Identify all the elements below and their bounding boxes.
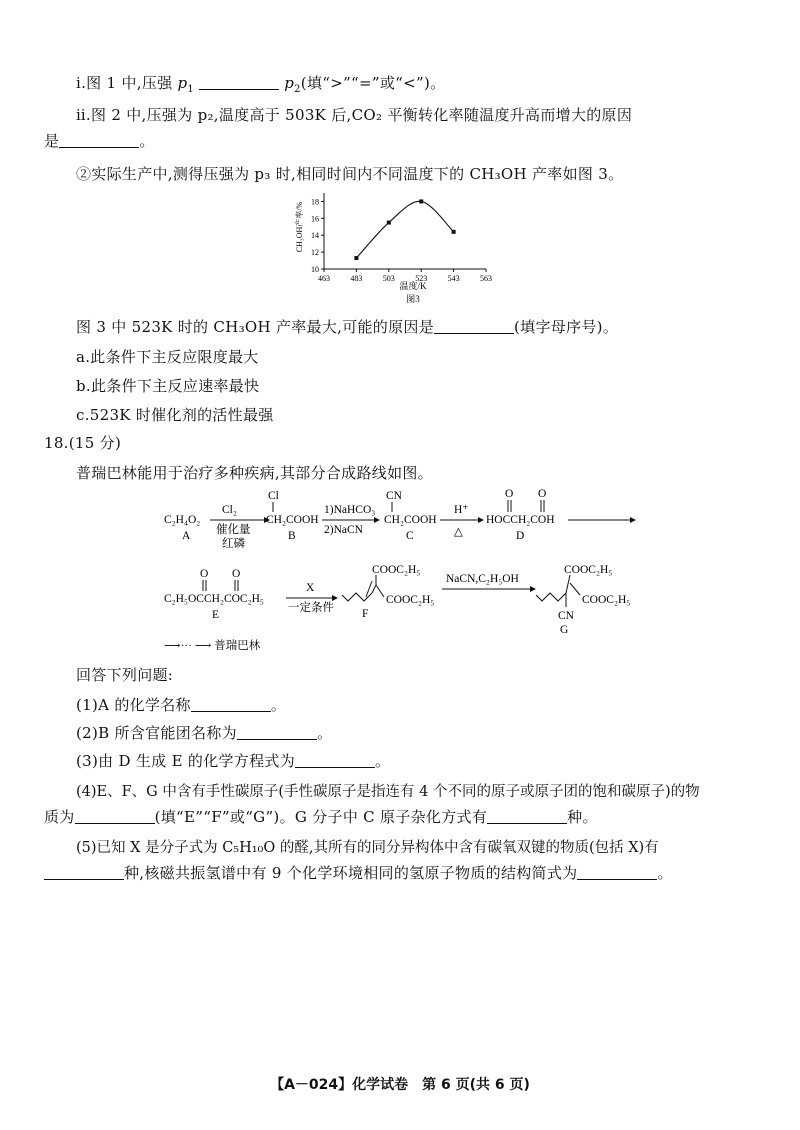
- q17-part3-suffix: (填字母序号)。: [514, 318, 619, 336]
- chart-x-tick-label: 463: [318, 274, 330, 283]
- compound-e-oxygen1: O: [200, 568, 209, 580]
- compound-a-label: A: [182, 530, 191, 542]
- step5-reagent: NaCN,C₂H₅OH: [446, 573, 519, 585]
- compound-g-bond-top: [566, 575, 570, 593]
- chart-y-tick-label: 12: [311, 248, 319, 258]
- chart-x-tick-label: 483: [350, 274, 363, 283]
- q18-2-answer-blank[interactable]: [237, 725, 317, 740]
- step3-condition: △: [454, 526, 463, 538]
- compound-c-formula: CH₂COOH: [384, 514, 437, 526]
- step1-reagent: Cl₂: [222, 504, 237, 516]
- chart-series-line: [356, 201, 453, 258]
- arrow-step-d-e-head: [630, 517, 636, 523]
- q18-5-suffix: 。: [657, 864, 673, 882]
- q18-4-line2: [44, 806, 598, 827]
- q18-3-prefix: (3)由 D 生成 E 的化学方程式为: [76, 752, 295, 770]
- q18-1-prefix: (1)A 的化学名称: [76, 696, 191, 714]
- chart-xlabel: 温度/K: [399, 281, 427, 291]
- q17-part3-line: [76, 316, 618, 337]
- chart-x-tick-label: 543: [447, 274, 460, 283]
- q17-ii-line1: ⅱ.图 2 中,压强为 p₂,温度高于 503K 后,CO₂ 平衡转化率随温度升高而增大的原因: [76, 106, 633, 124]
- step2-reagent2: 2)NaCN: [324, 524, 363, 536]
- q18-5-line1: (5)已知 X 是分子式为 C₅H₁₀O 的醛,其所有的同分异构体中含有碳氧双键的物质(包括 X)有: [76, 840, 659, 856]
- compound-g-ester-top: COOC₂H₅: [564, 564, 613, 576]
- compound-d-label: D: [516, 530, 525, 542]
- compound-f-ester-bottom: COOC₂H₅: [386, 594, 435, 606]
- arrow-step5-head: [530, 586, 536, 592]
- arrow-step2-head: [374, 517, 380, 523]
- q18-1-suffix: 。: [270, 696, 287, 714]
- chart-data-point: [387, 221, 391, 225]
- q17-ii-answer-blank[interactable]: [59, 133, 139, 148]
- q18-2-line: [76, 722, 332, 743]
- q17-part3-prefix: 图 3 中 523K 时的 CH₃OH 产率最大,可能的原因是: [76, 318, 435, 336]
- p1-subscript: 1: [187, 84, 195, 95]
- compound-f-bond-bottom: [376, 585, 384, 597]
- final-product-route: ⟶··· ⟶ 普瑞巴林: [164, 640, 261, 652]
- chart-y-tick-label: 16: [311, 214, 319, 224]
- step3-reagent: H⁺: [454, 504, 469, 516]
- figure3-chart: [290, 185, 550, 310]
- option-b: b.此条件下主反应速率最快: [76, 377, 260, 395]
- compound-b-label: B: [288, 530, 296, 542]
- q17-ii-prefix: 是: [44, 132, 60, 150]
- q18-5-mid: 种,核磁共振氢谱中有 9 个化学环境相同的氢原子物质的结构简式为: [124, 864, 578, 882]
- compound-f-double-bond-a: [372, 585, 376, 593]
- step4-condition: 一定条件: [288, 602, 334, 614]
- q18-5-answer-blank2[interactable]: [577, 865, 657, 880]
- q17-i-answer-blank[interactable]: [199, 75, 279, 90]
- q18-2-suffix: 。: [316, 724, 333, 742]
- compound-b-formula: CH₂COOH: [266, 514, 319, 526]
- q18-1-line: [76, 694, 286, 715]
- q17-part3-answer-blank[interactable]: [434, 319, 514, 334]
- q18-5-answer-blank1[interactable]: [44, 865, 124, 880]
- compound-g-bond-right: [570, 583, 580, 595]
- compound-f-ester-top: COOC₂H₅: [372, 564, 421, 576]
- chart-y-tick-label: 10: [311, 265, 319, 274]
- arrow-step3-head: [478, 517, 484, 523]
- compound-g-cyano: CN: [558, 610, 574, 622]
- q18-1-answer-blank[interactable]: [191, 697, 271, 712]
- option-a: a.此条件下主反应限度最大: [76, 348, 259, 366]
- option-c: c.523K 时催化剂的活性最强: [76, 406, 274, 424]
- compound-b-substituent: Cl: [268, 490, 279, 502]
- compound-a-formula: C₂H₄O₂: [164, 514, 201, 526]
- compound-g-label: G: [560, 624, 569, 636]
- chart-data-point: [419, 199, 423, 203]
- compound-d-formula: HOCCH₂COH: [486, 514, 555, 526]
- q17-i-line: [76, 72, 445, 95]
- chart-x-tick-label: 563: [480, 274, 492, 283]
- q18-intro: 普瑞巴林能用于治疗多种疾病,其部分合成路线如图。: [76, 464, 433, 482]
- compound-e-formula: C₂H₅OCCH₂COC₂H₅: [164, 593, 264, 605]
- compound-e-label: E: [212, 609, 220, 621]
- compound-g-ester-right: COOC₂H₅: [582, 594, 631, 606]
- compound-d-oxygen2: O: [538, 488, 547, 500]
- step1-condition1: 催化量: [216, 524, 251, 536]
- chart-ylabel: CH₃OH产率/%: [295, 201, 304, 253]
- arrow-step4-head: [332, 595, 338, 601]
- chart-data-point: [452, 230, 456, 234]
- page-footer: 【A－024】化学试卷 第 6 页(共 6 页): [270, 1077, 530, 1093]
- chart-x-tick-label: 523: [415, 274, 428, 283]
- q18-3-suffix: 。: [375, 752, 391, 770]
- p2-subscript: 2: [294, 84, 301, 95]
- step1-condition2: 红磷: [222, 538, 245, 550]
- synthesis-scheme: [160, 483, 680, 653]
- chart-data-point: [354, 256, 358, 260]
- q17-ii-line2: [44, 130, 155, 151]
- p1-symbol: p: [177, 74, 188, 92]
- step2-reagent1: 1)NaHCO₃: [324, 504, 376, 516]
- compound-c-substituent: CN: [386, 490, 402, 502]
- p2-symbol: p: [284, 74, 295, 92]
- step4-reagent: X: [306, 582, 315, 594]
- chart-y-tick-label: 14: [311, 231, 319, 241]
- q18-2-prefix: (2)B 所含官能团名称为: [76, 724, 237, 742]
- chart-x-tick-label: 503: [382, 274, 395, 283]
- q18-header: 18.(15 分): [44, 434, 122, 452]
- q18-4-answer-blank1[interactable]: [75, 809, 155, 824]
- compound-g-isobutyl-chain: [536, 593, 566, 601]
- chart-y-tick-label: 18: [311, 197, 319, 207]
- q18-4-line1: (4)E、F、G 中含有手性碳原子(手性碳原子是指连有 4 个不同的原子或原子团的饱和碳原子)的物: [76, 784, 700, 800]
- chart-title: 图3: [406, 294, 420, 304]
- q18-3-answer-blank[interactable]: [295, 753, 375, 768]
- q17-part2-line: ②实际生产中,测得压强为 p₃ 时,相同时间内不同温度下的 CH₃OH 产率如图 3。: [76, 165, 624, 183]
- compound-d-oxygen1: O: [505, 488, 514, 500]
- q18-4-answer-blank2[interactable]: [487, 809, 567, 824]
- q18-answer-intro: 回答下列问题:: [76, 666, 174, 684]
- compound-c-label: C: [406, 530, 414, 542]
- q17-ii-suffix: 。: [139, 132, 155, 150]
- q18-4-mid: (填“E”“F”或“G”)。G 分子中 C 原子杂化方式有: [154, 808, 488, 826]
- compound-f-label: F: [362, 608, 369, 620]
- q17-i-prefix: ⅰ.图 1 中,压强: [76, 74, 178, 92]
- q18-4-prefix: 质为: [44, 808, 75, 826]
- q18-3-line: [76, 750, 390, 771]
- q18-4-suffix: 种。: [567, 808, 598, 826]
- q18-5-line2: [44, 862, 673, 883]
- q17-i-suffix: (填“>”“=”或“<”)。: [300, 74, 446, 92]
- compound-e-oxygen2: O: [232, 568, 241, 580]
